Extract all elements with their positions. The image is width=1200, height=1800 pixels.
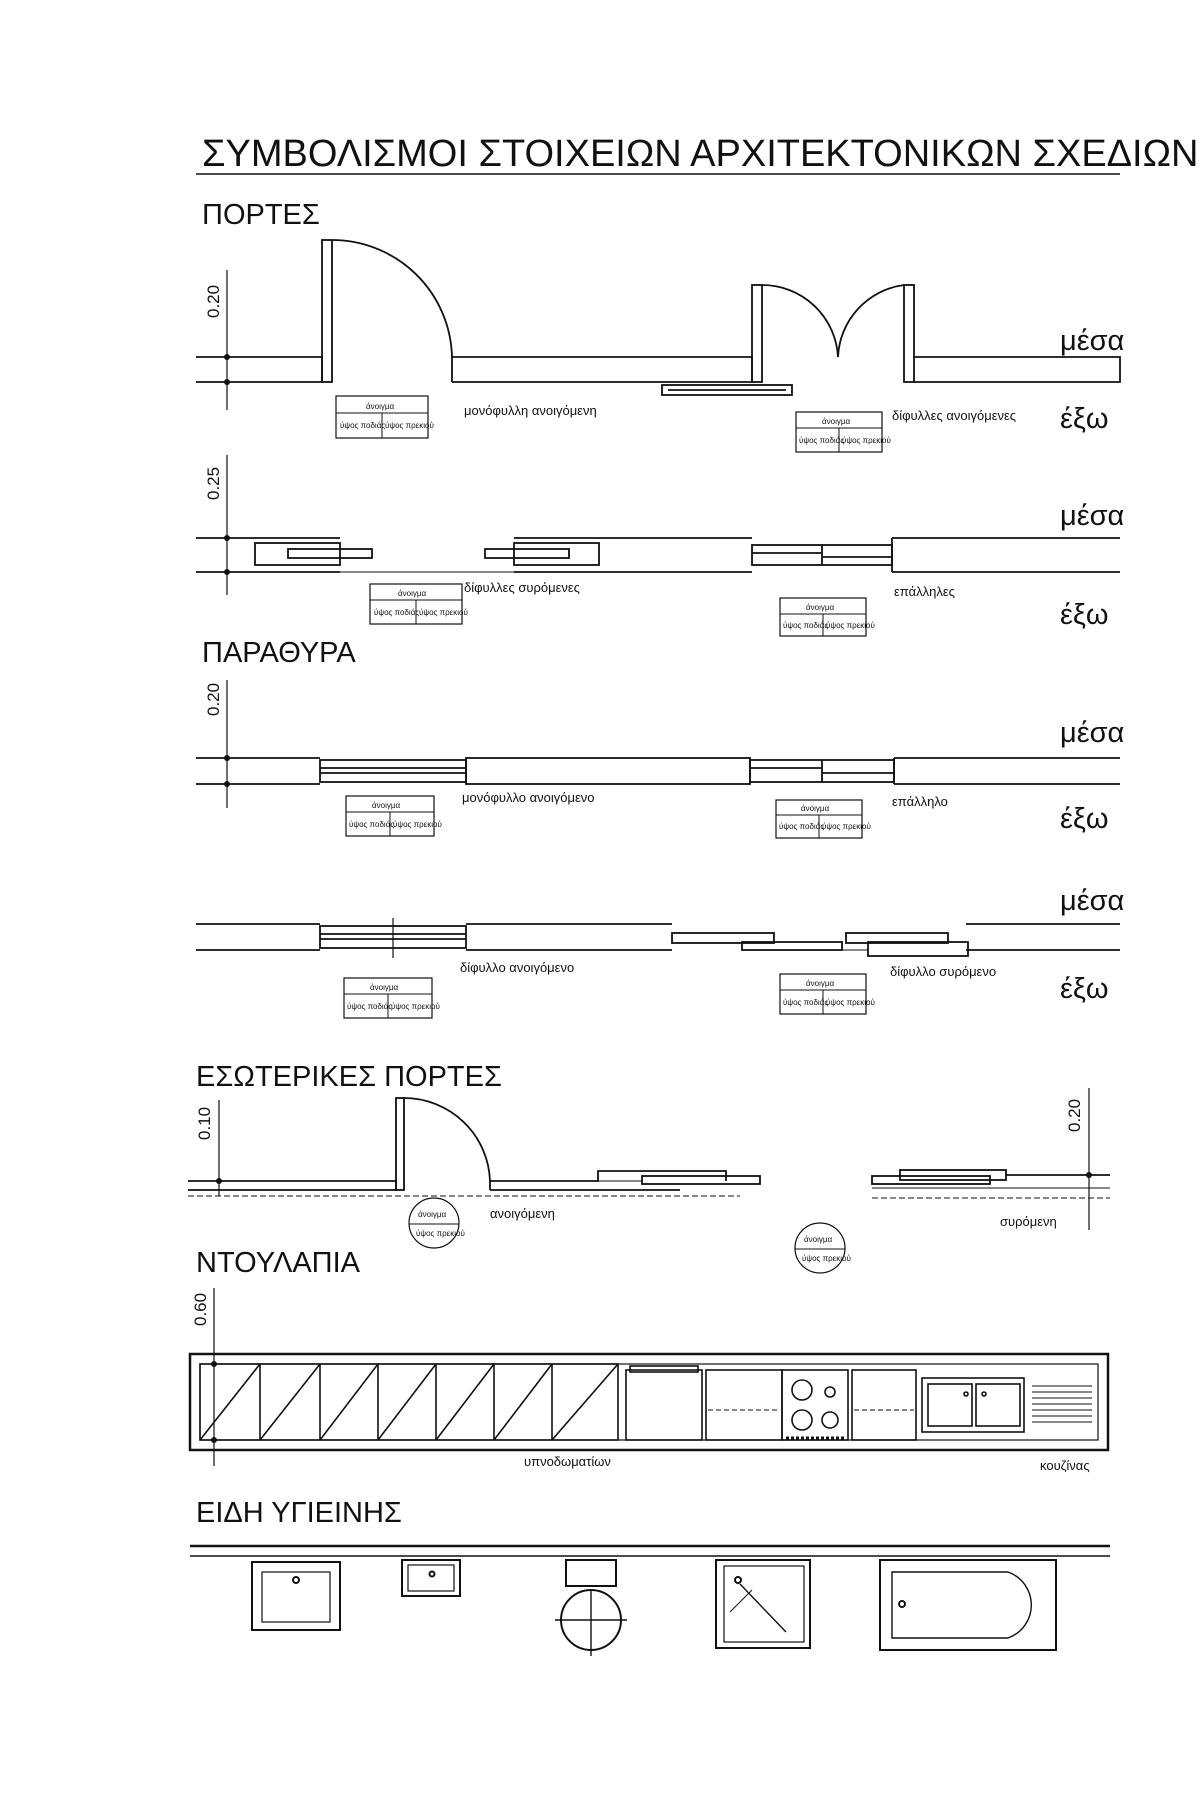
side-label-inside: μέσα (1060, 885, 1125, 917)
closet-run-inner (200, 1364, 1098, 1440)
dim-point (211, 1361, 217, 1367)
tag-lintel-label: ύψος πρεκιού (826, 998, 875, 1007)
tag-sill-label: ύψος ποδιάς (349, 820, 395, 829)
door-single-swing-caption: μονόφυλλη ανοιγόμενη (464, 403, 597, 418)
tag-lintel-label: ύψος πρεκιού (802, 1254, 851, 1263)
side-label-outside: έξω (1060, 803, 1109, 835)
interior-doors-heading: ΕΣΩΤΕΡΙΚΕΣ ΠΟΡΤΕΣ (196, 1061, 502, 1093)
tag-opening-label: άνοιγμα (366, 402, 395, 411)
window-double-sliding-symbol (672, 924, 1120, 956)
tag-sill-label: ύψος ποδιάς (779, 822, 825, 831)
tag-lintel-label: ύψος πρεκιού (842, 436, 891, 445)
closets-heading: ΝΤΟΥΛΑΠΙΑ (196, 1247, 361, 1279)
interior-door-sliding-symbol (872, 1170, 1110, 1188)
tag-lintel-label: ύψος πρεκιού (416, 1229, 465, 1238)
door-overlapping-caption: επάλληλες (894, 584, 955, 599)
closet-bedroom-caption: υπνοδωματίων (524, 1454, 611, 1469)
window-double-sliding-caption: δίφυλλο συρόμενο (890, 964, 997, 979)
tag-lintel-label: ύψος πρεκιού (826, 621, 875, 630)
door-single-swing-symbol (196, 240, 752, 382)
toilet-symbol (555, 1560, 627, 1656)
sanitary-section (190, 1497, 1110, 1656)
tag-opening-label: άνοιγμα (398, 589, 427, 598)
window-single-swing-symbol (196, 758, 750, 784)
tag-opening-label: άνοιγμα (418, 1210, 447, 1219)
tag-opening-label: άνοιγμα (801, 804, 830, 813)
door-double-swing-caption: δίφυλλες ανοιγόμενες (892, 408, 1017, 423)
window-overlapping-symbol (750, 758, 1120, 784)
interior-opening-tag (795, 1223, 851, 1273)
bedroom-closet-symbol (200, 1364, 618, 1440)
tag-opening-label: άνοιγμα (370, 983, 399, 992)
interior-opening-tag (409, 1198, 465, 1248)
side-label-inside: μέσα (1060, 717, 1125, 749)
dim-point (224, 354, 230, 360)
opening-tag (780, 974, 875, 1014)
tag-opening-label: άνοιγμα (806, 603, 835, 612)
tag-opening-label: άνοιγμα (804, 1235, 833, 1244)
shower-tray-symbol (716, 1560, 810, 1648)
side-label-outside: έξω (1060, 973, 1109, 1005)
dim-point (224, 569, 230, 575)
dim-point (224, 755, 230, 761)
window-double-swing-caption: δίφυλλο ανοιγόμενο (460, 960, 575, 975)
windows-section (196, 637, 1124, 1018)
dim-label: 0.60 (191, 1292, 210, 1326)
dim-label: 0.25 (204, 466, 223, 500)
opening-tag (336, 396, 434, 438)
tag-opening-label: άνοιγμα (822, 417, 851, 426)
doors-section (196, 199, 1124, 636)
tag-lintel-label: ύψος πρεκιού (419, 608, 468, 617)
window-double-swing-symbol (196, 918, 672, 958)
interior-doors-section (188, 1061, 1110, 1273)
window-single-swing-caption: μονόφυλλο ανοιγόμενο (462, 790, 595, 805)
side-label-inside: μέσα (1060, 500, 1125, 532)
door-double-swing-symbol (662, 285, 1120, 395)
interior-door-swing-caption: ανοιγόμενη (490, 1206, 555, 1221)
windows-heading: ΠΑΡΑΘΥΡΑ (202, 637, 356, 669)
dim-point (224, 781, 230, 787)
tag-lintel-label: ύψος πρεκιού (391, 1002, 440, 1011)
washbasin-large-symbol (252, 1562, 340, 1630)
closet-run-outline (190, 1354, 1108, 1450)
dim-point (211, 1437, 217, 1443)
bathtub-symbol (880, 1560, 1056, 1650)
closet-kitchen-caption: κουζίνας (1040, 1458, 1090, 1473)
closets-section (190, 1247, 1108, 1473)
tag-opening-label: άνοιγμα (806, 979, 835, 988)
opening-tag (776, 800, 871, 838)
sanitary-heading: ΕΙΔΗ ΥΓΙΕΙΝΗΣ (196, 1497, 402, 1529)
tag-opening-label: άνοιγμα (372, 801, 401, 810)
dim-label: 0.20 (204, 682, 223, 716)
tag-sill-label: ύψος ποδιάς (783, 621, 829, 630)
tag-lintel-label: ύψος πρεκιού (822, 822, 871, 831)
tag-lintel-label: ύψος πρεκιού (385, 421, 434, 430)
tag-lintel-label: ύψος πρεκιού (393, 820, 442, 829)
door-double-sliding-symbol (196, 538, 752, 572)
door-overlapping-symbol (752, 538, 1120, 572)
dim-label: 0.20 (1065, 1098, 1084, 1132)
page-title: ΣΥΜΒΟΛΙΣΜΟΙ ΣΤΟΙΧΕΙΩΝ ΑΡΧΙΤΕΚΤΟΝΙΚΩΝ ΣΧΕΔΙΩΝ (202, 133, 1199, 175)
side-label-outside: έξω (1060, 599, 1109, 631)
opening-tag (780, 598, 875, 636)
tag-sill-label: ύψος ποδιάς (374, 608, 420, 617)
window-overlapping-caption: επάλληλο (892, 794, 948, 809)
opening-tag (370, 584, 468, 624)
dim-point (224, 379, 230, 385)
tag-sill-label: ύψος ποδιάς (799, 436, 845, 445)
doors-heading: ΠΟΡΤΕΣ (202, 199, 320, 231)
washbasin-small-symbol (402, 1560, 460, 1596)
dim-point (224, 535, 230, 541)
side-label-outside: έξω (1060, 403, 1109, 435)
dim-point (216, 1178, 222, 1184)
door-double-sliding-caption: δίφυλλες συρόμενες (464, 580, 580, 595)
interior-door-swing-symbol (188, 1098, 760, 1190)
dim-point (1086, 1172, 1092, 1178)
opening-tag (344, 978, 440, 1018)
opening-tag (796, 412, 891, 452)
tag-sill-label: ύψος ποδιάς (783, 998, 829, 1007)
dim-label: 0.10 (195, 1106, 214, 1140)
interior-door-sliding-caption: συρόμενη (1000, 1214, 1057, 1229)
tag-sill-label: ύψος ποδιάς (340, 421, 386, 430)
opening-tag (346, 796, 442, 836)
side-label-inside: μέσα (1060, 325, 1125, 357)
kitchen-cabinet-symbol (626, 1366, 1092, 1440)
dim-label: 0.20 (204, 284, 223, 318)
tag-sill-label: ύψος ποδιάς (347, 1002, 393, 1011)
